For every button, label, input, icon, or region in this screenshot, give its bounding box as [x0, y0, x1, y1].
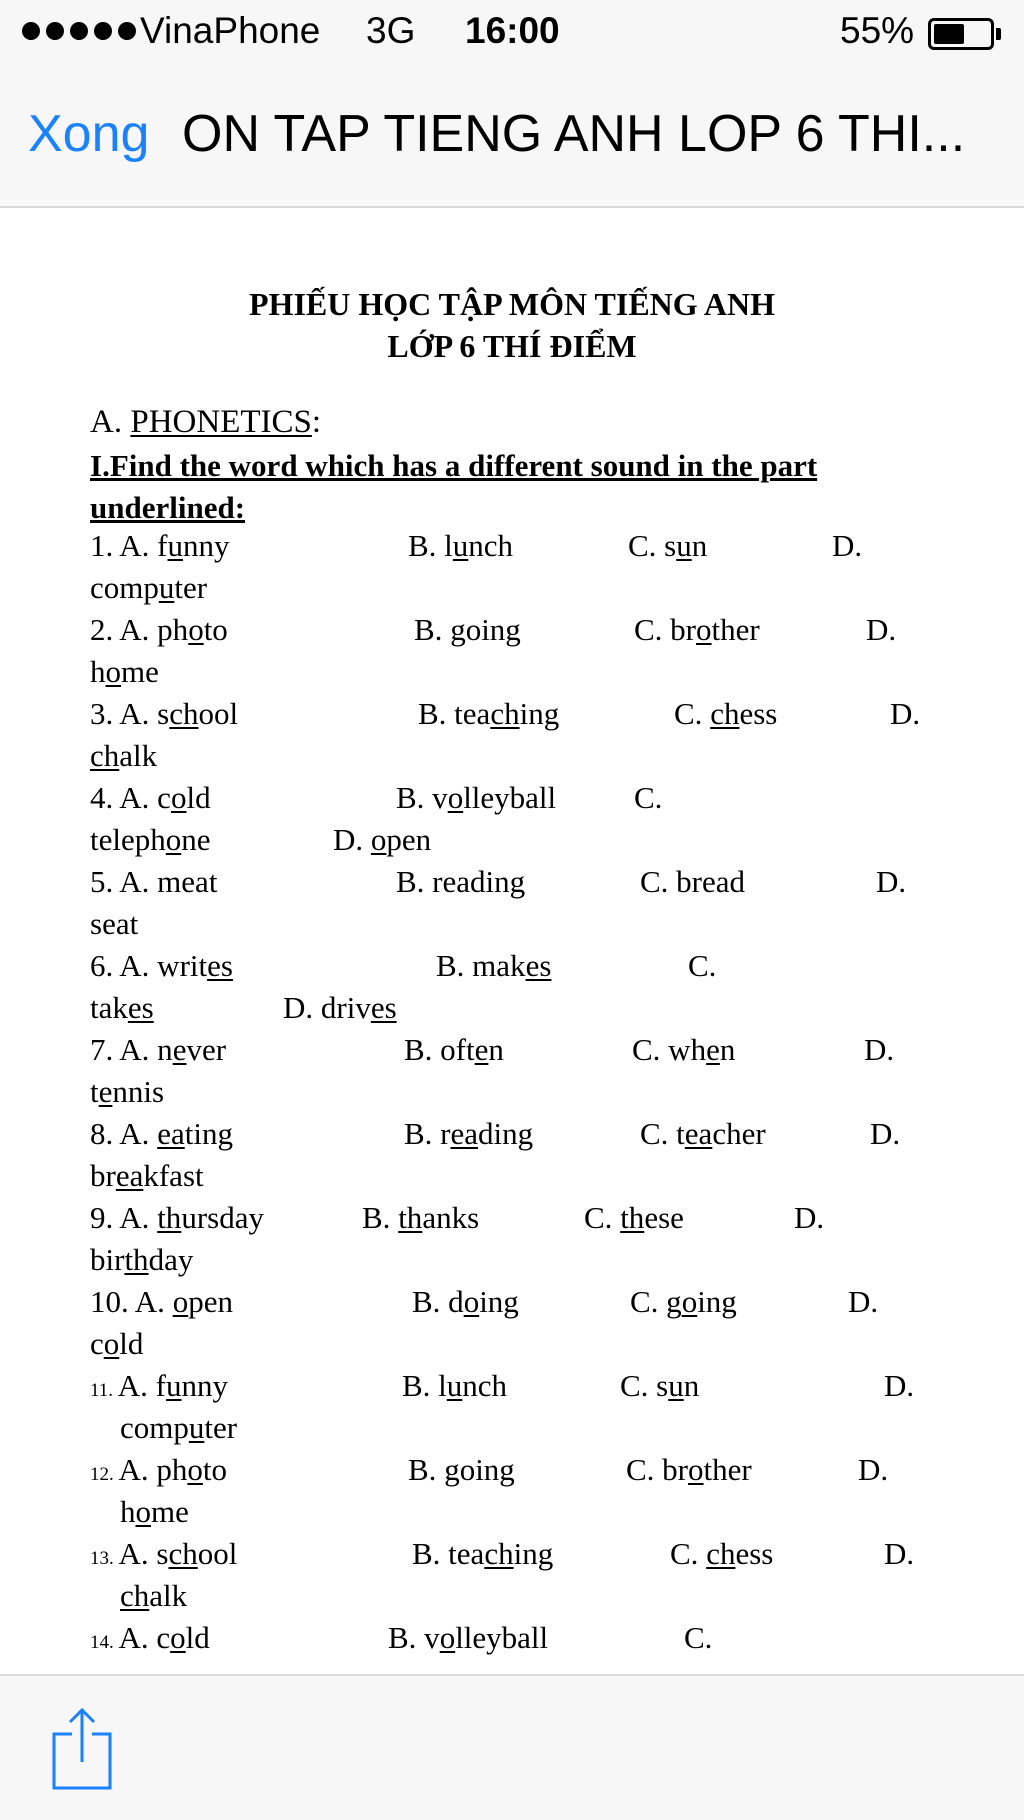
question-1-option-b [408, 528, 513, 564]
option-post: ess [735, 1536, 774, 1571]
option-pre: c [90, 1326, 104, 1361]
option-pre: B. mak [436, 948, 526, 983]
option-post: lleyball [455, 1620, 549, 1655]
navigation-bar [0, 66, 1024, 208]
option-pre: h [90, 654, 106, 689]
option-pre: B. tea [418, 696, 491, 731]
option-ul: th [398, 1200, 423, 1235]
option-pre: C. [670, 1536, 707, 1571]
question-number: 13. [90, 1548, 119, 1569]
option-pre: A. c [118, 1620, 171, 1655]
question-number: 4. [90, 780, 120, 815]
question-8-option-d: D. [870, 1116, 901, 1151]
option-pre: B. l [402, 1368, 447, 1403]
option-pre: B. tea [412, 1536, 485, 1571]
question-4-option-d-word [90, 822, 211, 858]
option-pre: C. s [620, 1368, 669, 1403]
question-11-option-a [90, 1368, 228, 1404]
option-ul: o [188, 612, 204, 647]
question-4-option-d: D. open [333, 822, 432, 857]
question-3-option-d: D. [890, 696, 921, 731]
question-11-option-c [620, 1368, 699, 1404]
question-8-option-a [90, 1116, 233, 1152]
question-9-option-c [584, 1200, 684, 1236]
option-post: n [691, 528, 708, 563]
option-ul: u [446, 1368, 463, 1403]
option-pre: B. [362, 1200, 399, 1235]
question-number: 12. [90, 1464, 119, 1485]
question-3-option-d-word [90, 738, 157, 774]
option-post: nch [468, 528, 514, 563]
option-pre: A. ph [118, 1452, 188, 1487]
option-post: ter [174, 570, 208, 605]
question-13-option-b [412, 1536, 553, 1572]
option-ul: ea [157, 1116, 185, 1151]
option-pre: A. s [119, 696, 170, 731]
option-pre: A. s [118, 1536, 169, 1571]
option-post: oing [459, 1452, 515, 1487]
question-2-option-b [414, 612, 521, 648]
option-post: me [151, 1494, 189, 1529]
question-number: 11. [90, 1380, 118, 1401]
option-pre: C. [684, 1620, 713, 1655]
option-post: ld [119, 1326, 144, 1361]
option-ul: ch [484, 1536, 514, 1571]
question-14-option-a [90, 1620, 210, 1656]
question-8-option-c [640, 1116, 766, 1152]
option-pre: B. oft [404, 1032, 475, 1067]
section-heading: A. PHONETICS: [90, 404, 322, 440]
option-post: ne [181, 822, 211, 857]
question-number: 7. [90, 1032, 120, 1067]
question-8-option-b [404, 1116, 533, 1152]
option-ul: o [170, 780, 187, 815]
option-post: to [203, 612, 228, 647]
option-ul: o [135, 1494, 151, 1529]
option-post: n [683, 1368, 700, 1403]
option-pre: B. v [396, 780, 448, 815]
option-ul: es [127, 990, 154, 1025]
option-ul: o [165, 822, 182, 857]
option-pre: B. d [412, 1284, 464, 1319]
option-pre: C. t [640, 1116, 685, 1151]
option-ul: ch [168, 1536, 198, 1571]
option-post: anks [422, 1200, 480, 1235]
question-1-option-d-word [90, 570, 207, 606]
option-pre: C. [634, 780, 663, 815]
option-ul: o [681, 1284, 698, 1319]
question-12-option-c [626, 1452, 752, 1488]
option-ul: u [188, 1410, 205, 1445]
network-type: 3G [366, 10, 416, 51]
option-ul: es [207, 948, 233, 983]
question-10-option-a [90, 1284, 233, 1320]
option-ul: u [158, 570, 175, 605]
option-post: nny [183, 528, 230, 563]
option-pre: tak [90, 990, 128, 1025]
option-ul: o [439, 1620, 456, 1655]
option-post: ursday [181, 1200, 264, 1235]
question-7-option-d: D. [864, 1032, 895, 1067]
option-ul: e [706, 1032, 720, 1067]
option-ul: ea [115, 1158, 144, 1193]
option-pre: C. wh [632, 1032, 707, 1067]
option-pre: A. [119, 1200, 158, 1235]
option-ul: o [463, 1284, 480, 1319]
option-ul: o [447, 780, 464, 815]
option-ul: u [167, 528, 184, 563]
question-13-option-d-word [120, 1578, 187, 1614]
option-ul: g [450, 612, 466, 647]
option-ul: ch [120, 1578, 150, 1613]
status-time: 16:00 [465, 10, 560, 51]
question-6-option-d: D. drives [283, 990, 397, 1025]
option-pre: C. s [628, 528, 677, 563]
question-5-option-d: D. [876, 864, 907, 899]
question-7-option-a [90, 1032, 226, 1068]
option-ul: o [172, 1284, 189, 1319]
question-7-option-d-word [90, 1074, 164, 1110]
option-post: me [121, 654, 159, 689]
option-post: ing [697, 1284, 737, 1319]
option-ul: o [187, 1452, 203, 1487]
option-post: ding [478, 1116, 534, 1151]
question-5-option-b [396, 864, 525, 900]
option-post: nny [181, 1368, 229, 1403]
question-4-option-b [396, 780, 556, 816]
option-ul: ch [710, 696, 740, 731]
question-11-option-d: D. [884, 1368, 915, 1403]
question-5-option-d-word [90, 906, 138, 942]
question-11-option-d-word [120, 1410, 237, 1446]
question-number: 2. [90, 612, 120, 647]
question-1-option-a [90, 528, 230, 564]
option-pre: seat [90, 906, 139, 941]
option-ul: th [124, 1242, 149, 1277]
document-view[interactable] [0, 208, 1024, 1674]
status-bar [0, 0, 1024, 66]
option-post: alk [119, 738, 158, 773]
option-ul: u [166, 1368, 182, 1403]
option-ul: e [98, 1074, 113, 1109]
question-12-option-a [90, 1452, 227, 1488]
option-post: day [148, 1242, 194, 1277]
done-button[interactable]: Xong [28, 105, 150, 163]
question-12-option-b [408, 1452, 515, 1488]
share-icon[interactable] [50, 1706, 114, 1797]
option-ul: ch [90, 738, 120, 773]
option-post: nch [462, 1368, 508, 1403]
worksheet-subtitle: LỚP 6 THÍ ĐIỂM [387, 328, 637, 364]
option-post: n [488, 1032, 504, 1067]
question-1-option-d: D. [832, 528, 863, 563]
battery-percentage: 55% [840, 10, 915, 51]
question-11-option-b [402, 1368, 507, 1404]
option-pre: t [90, 1074, 99, 1109]
option-post: ting [184, 1116, 233, 1151]
question-number: 3. [90, 696, 120, 731]
option-post: cher [712, 1116, 766, 1151]
instruction-line-1: I.Find the word which has a different sound in the part [90, 448, 818, 483]
option-ul: g [444, 1452, 460, 1487]
option-post: nnis [112, 1074, 165, 1109]
option-pre: B. v [388, 1620, 440, 1655]
option-pre: A. f [117, 1368, 167, 1403]
option-pre: A. n [119, 1032, 173, 1067]
option-ul: th [157, 1200, 182, 1235]
option-pre: C. g [630, 1284, 682, 1319]
option-pre: A. writ [119, 948, 208, 983]
option-pre: B. reading [396, 864, 526, 899]
battery-icon [928, 18, 994, 50]
question-6-option-d-word [90, 990, 154, 1026]
option-post: ter [204, 1410, 238, 1445]
question-4-option-a [90, 780, 211, 816]
option-ul: o [105, 654, 121, 689]
option-ul: ch [706, 1536, 736, 1571]
option-ul: ea [684, 1116, 713, 1151]
bottom-toolbar [0, 1674, 1024, 1820]
option-ul: es [525, 948, 552, 983]
battery-tip [996, 28, 1001, 40]
option-pre: h [120, 1494, 136, 1529]
option-pre: C. bread [640, 864, 746, 899]
question-9-option-a [90, 1200, 264, 1236]
option-ul: ch [169, 696, 199, 731]
question-number: 1. [90, 528, 120, 563]
option-pre: comp [90, 570, 159, 605]
question-10-option-b [412, 1284, 519, 1320]
question-number: 14. [90, 1632, 119, 1653]
option-post: alk [149, 1578, 188, 1613]
option-post: kfast [143, 1158, 204, 1193]
option-pre: A. c [119, 780, 171, 815]
option-pre: B. [414, 612, 451, 647]
option-pre: comp [120, 1410, 189, 1445]
document-title: ON TAP TIENG ANH LOP 6 THI... [182, 105, 966, 163]
question-6-option-b [436, 948, 551, 984]
worksheet-title: PHIẾU HỌC TẬP MÔN TIẾNG ANH [249, 286, 775, 322]
option-ul: o [170, 1620, 186, 1655]
question-3-option-b [418, 696, 559, 732]
question-number: 10. [90, 1284, 135, 1319]
option-pre: A. meat [119, 864, 218, 899]
option-pre: A. [134, 1284, 173, 1319]
question-7-option-c [632, 1032, 735, 1068]
option-ul: e [474, 1032, 489, 1067]
option-post: ool [198, 696, 239, 731]
question-7-option-b [404, 1032, 504, 1068]
option-pre: A. ph [119, 612, 189, 647]
question-10-option-c [630, 1284, 737, 1320]
option-post: ld [186, 780, 211, 815]
option-pre: C. [584, 1200, 621, 1235]
option-post: ese [644, 1200, 684, 1235]
option-pre: B. [408, 1452, 445, 1487]
question-2-option-a [90, 612, 228, 648]
option-post: n [719, 1032, 736, 1067]
question-2-option-c [634, 612, 760, 648]
question-9-option-b [362, 1200, 479, 1236]
option-pre: C. br [626, 1452, 688, 1487]
option-post: ing [519, 696, 560, 731]
option-pre: bir [90, 1242, 125, 1277]
question-13-option-d: D. [884, 1536, 915, 1571]
option-post: ess [739, 696, 778, 731]
option-post: ver [186, 1032, 227, 1067]
question-10-option-d: D. [848, 1284, 879, 1319]
question-12-option-d-word [120, 1494, 189, 1530]
option-post: to [202, 1452, 228, 1487]
question-number: 5. [90, 864, 120, 899]
question-number: 8. [90, 1116, 120, 1151]
option-post: ther [711, 612, 760, 647]
option-ul: o [103, 1326, 120, 1361]
question-number: 6. [90, 948, 120, 983]
option-ul: u [668, 1368, 684, 1403]
option-post: ing [479, 1284, 519, 1319]
option-pre: C. br [634, 612, 696, 647]
instruction-line-2: underlined: [90, 490, 246, 525]
option-pre: teleph [90, 822, 166, 857]
option-pre: C. [688, 948, 717, 983]
option-post: ool [197, 1536, 238, 1571]
question-9-option-d-word [90, 1242, 193, 1278]
question-number: 9. [90, 1200, 120, 1235]
option-ul: ch [490, 696, 520, 731]
question-10-option-d-word [90, 1326, 143, 1362]
option-post: pen [188, 1284, 233, 1319]
question-8-option-d-word [90, 1158, 204, 1194]
option-ul: o [696, 612, 712, 647]
option-ul: o [688, 1452, 704, 1487]
question-12-option-d: D. [858, 1452, 889, 1487]
option-pre: B. r [404, 1116, 451, 1151]
question-5-option-c [640, 864, 745, 900]
carrier-name: VinaPhone [140, 10, 321, 51]
option-post: lleyball [463, 780, 557, 815]
option-pre: A. [119, 1116, 158, 1151]
option-pre: A. f [119, 528, 168, 563]
option-ul: e [172, 1032, 187, 1067]
option-pre: br [90, 1158, 116, 1193]
option-post: ther [703, 1452, 752, 1487]
question-4-option-c [634, 780, 662, 816]
question-13-option-a [90, 1536, 237, 1572]
question-14-option-b [388, 1620, 548, 1656]
option-pre: B. l [408, 528, 453, 563]
question-2-option-d: D. [866, 612, 897, 647]
question-1-option-c [628, 528, 707, 564]
option-post: ld [185, 1620, 210, 1655]
option-ul: ea [450, 1116, 479, 1151]
option-ul: u [452, 528, 469, 563]
question-14-option-c [684, 1620, 712, 1656]
option-post: ing [513, 1536, 554, 1571]
question-6-option-a [90, 948, 233, 984]
option-post: oing [465, 612, 521, 647]
question-6-option-c [688, 948, 716, 984]
question-13-option-c [670, 1536, 773, 1572]
question-2-option-d-word [90, 654, 159, 690]
question-9-option-d: D. [794, 1200, 825, 1235]
question-3-option-a [90, 696, 238, 732]
question-3-option-c [674, 696, 777, 732]
option-ul: u [676, 528, 692, 563]
signal-strength-icon [22, 22, 136, 40]
option-ul: th [620, 1200, 645, 1235]
question-5-option-a [90, 864, 217, 900]
option-pre: C. [674, 696, 711, 731]
